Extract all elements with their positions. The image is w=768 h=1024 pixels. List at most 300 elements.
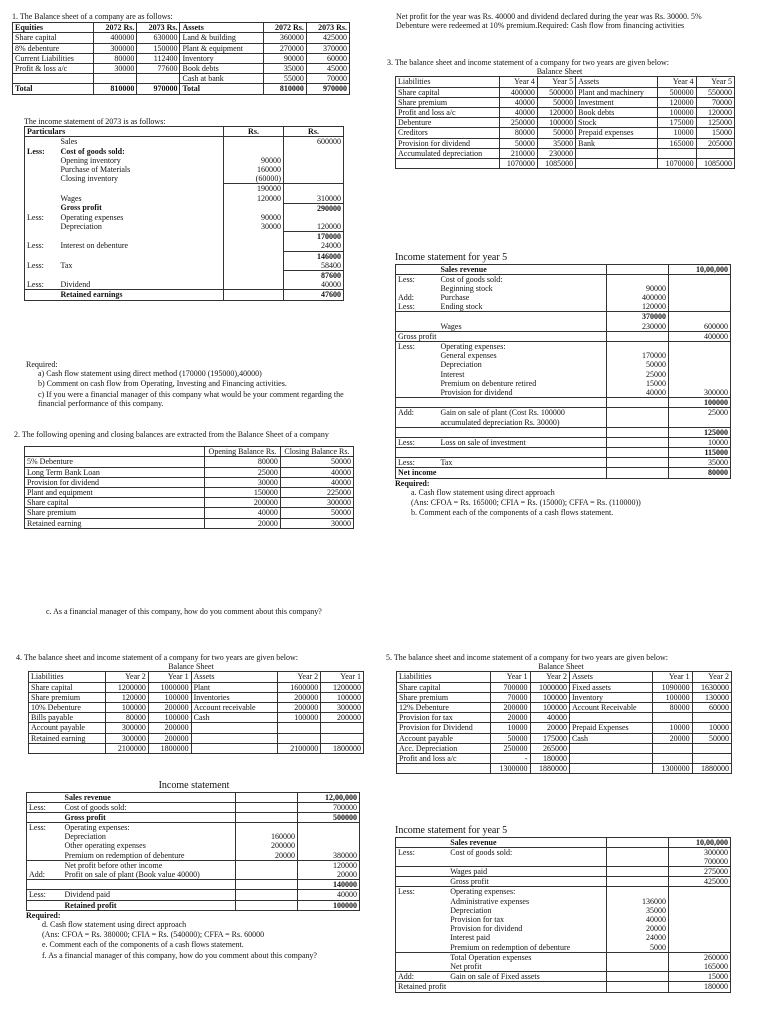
table-cell: 20000: [236, 851, 298, 861]
table-cell: [607, 877, 669, 887]
table-cell: 87600: [284, 271, 344, 281]
table-cell: Purchase: [440, 293, 470, 303]
column-header: [25, 447, 205, 457]
table-cell: 80000: [94, 53, 137, 63]
table-cell: [669, 302, 731, 312]
table-row: [27, 900, 360, 910]
table-row: [396, 915, 731, 924]
table-cell: Acc. Depreciation: [397, 743, 491, 753]
table-cell: 250000: [491, 743, 530, 753]
table-header-row: [25, 127, 344, 137]
table-cell: [284, 174, 344, 184]
table-cell: Gross profit: [63, 812, 236, 822]
table-cell: 146000: [284, 251, 344, 261]
table-cell: 400000: [499, 87, 537, 97]
table-cell: Gain on sale of Fixed assets: [448, 972, 606, 982]
table-cell: 1630000: [692, 682, 731, 692]
table-row: [396, 906, 731, 915]
table-cell: Provision for dividend: [25, 477, 205, 487]
table-cell: Loss on sale of investment: [438, 437, 606, 447]
table-cell: [224, 261, 284, 271]
q3-income-statement-block: [395, 252, 733, 518]
table-cell: [396, 877, 449, 887]
table-cell: Add:: [396, 972, 449, 982]
table-cell: [25, 271, 59, 281]
table-cell: [224, 241, 284, 251]
table-cell: Account payable: [29, 723, 106, 733]
table-cell: 10000: [491, 723, 530, 733]
table-cell: 24000: [607, 933, 669, 942]
table-cell: [396, 906, 449, 915]
table-cell: Book debts: [576, 107, 658, 117]
table-cell: [607, 427, 669, 437]
table-cell: Share premium: [396, 97, 500, 107]
table-cell: 50000: [607, 360, 669, 369]
table-cell: Less:: [27, 890, 63, 900]
table-row: [396, 360, 731, 369]
required-item: (Ans: CFOA = Rs. 380000; CFIA = Rs. (540000); CFFA = Rs. 60000: [42, 930, 265, 940]
table-cell: [607, 398, 669, 408]
table-cell: Operating expenses: [60, 212, 124, 222]
table-cell: Less:: [27, 802, 63, 812]
table-cell: 90000: [263, 53, 306, 63]
table-cell: 290000: [284, 203, 344, 213]
table-cell: [298, 832, 360, 841]
table-cell: Gross profit: [396, 331, 439, 341]
required-item: (Ans: CFOA = Rs. 165000; CFIA = Rs. (15000); CFFA = Rs. (110000)): [411, 498, 641, 507]
table-cell: 160000: [224, 165, 284, 174]
table-cell: 50000: [280, 457, 353, 467]
table-cell: [396, 924, 449, 933]
table-cell: Dividend paid: [63, 890, 236, 900]
table-cell: 40000: [280, 467, 353, 477]
table-cell: [448, 857, 606, 867]
table-header-row: [13, 23, 350, 33]
table-cell: [396, 284, 439, 293]
table-cell: 60000: [306, 53, 349, 63]
table-cell: [669, 274, 731, 284]
table-cell: (60000): [224, 174, 284, 184]
q4-balance-sheet: [28, 671, 364, 754]
table-cell: [29, 743, 106, 753]
table-cell: 1880000: [692, 764, 731, 774]
required-item: f. As a financial manager of this company, how do you comment about this company?: [42, 950, 317, 960]
q3-income-statement: [395, 264, 731, 479]
table-cell: Less:: [396, 437, 439, 447]
table-cell: [224, 251, 284, 261]
table-cell: Retained profit: [396, 982, 449, 992]
table-row: [396, 351, 731, 360]
table-cell: [59, 251, 224, 261]
table-cell: Operating expenses:: [448, 887, 606, 897]
table-row: [396, 943, 731, 953]
table-cell: [438, 331, 606, 341]
table-cell: [191, 733, 278, 743]
table-row: [396, 398, 731, 408]
table-cell: 150000: [205, 487, 281, 497]
table-cell: Add:: [29, 870, 45, 879]
table-cell: 15000: [669, 972, 731, 982]
table-cell: 1070000: [499, 158, 537, 168]
table-cell: 125000: [669, 427, 731, 437]
table-cell: 45000: [306, 63, 349, 73]
table-cell: [438, 312, 606, 322]
total-row: [13, 84, 350, 94]
q3-balance-sheet: [395, 76, 735, 169]
table-cell: [224, 271, 284, 281]
table-cell: Tax: [60, 260, 73, 270]
table-cell: 50000: [280, 508, 353, 518]
table-cell: Accumulated depreciation: [396, 148, 500, 158]
table-cell: 30000: [280, 518, 353, 528]
table-cell: 270000: [263, 43, 306, 53]
table-cell: 90000: [607, 284, 669, 293]
table-cell: Plant & equipment: [180, 43, 263, 53]
q1-balance-sheet: [12, 22, 350, 94]
table-cell: [669, 887, 731, 897]
table-row: [25, 508, 354, 518]
table-row: [25, 290, 344, 300]
table-cell: Provision for dividend: [440, 387, 513, 397]
column-header: Year 4: [658, 77, 696, 87]
table-row: [397, 733, 732, 743]
table-row: [396, 837, 731, 847]
table-cell: 20000: [607, 924, 669, 933]
table-cell: Less:: [396, 342, 439, 352]
table-cell: [27, 860, 63, 870]
table-cell: 300000: [321, 702, 364, 712]
table-cell: [298, 823, 360, 833]
table-cell: 12% Debenture: [397, 702, 491, 712]
table-cell: 50000: [537, 128, 575, 138]
table-cell: [13, 74, 94, 84]
table-cell: Bills payable: [29, 713, 106, 723]
table-cell: 600000: [284, 137, 344, 147]
q4-income-statement-block: [26, 780, 362, 961]
table-row: [396, 408, 731, 427]
table-cell: 1200000: [321, 682, 364, 692]
q5-is-title: Income statement for year 5: [395, 825, 508, 836]
question-5: [386, 653, 736, 774]
table-cell: 500000: [537, 87, 575, 97]
column-header: Opening Balance Rs.: [205, 447, 281, 457]
table-cell: 100000: [106, 702, 149, 712]
table-cell: 40000: [298, 890, 360, 900]
q3-title: 3. The balance sheet and income statement of a company for two years are given below:: [387, 58, 669, 67]
table-cell: [669, 351, 731, 360]
column-header: Closing Balance Rs.: [280, 447, 353, 457]
table-cell: 35000: [607, 906, 669, 915]
table-cell: 5000: [607, 943, 669, 953]
table-cell: [224, 203, 284, 213]
table-cell: 300000: [669, 388, 731, 398]
table-cell: [25, 222, 59, 232]
q3-subtitle: Balance Sheet: [536, 67, 583, 77]
table-cell: Less:: [27, 241, 44, 251]
table-cell: 100000: [321, 692, 364, 702]
table-cell: Less:: [27, 212, 44, 222]
table-cell: 630000: [137, 33, 180, 43]
table-row: [25, 241, 344, 251]
table-cell: Gain on sale of plant (Cost Rs. 100000 accumulated depreciation Rs. 30000): [438, 408, 606, 427]
table-cell: 120000: [224, 194, 284, 204]
table-row: [29, 702, 364, 712]
table-cell: [224, 232, 284, 242]
table-row: [25, 232, 344, 242]
table-cell: 1070000: [658, 158, 696, 168]
table-cell: [59, 232, 224, 242]
table-cell: [669, 370, 731, 379]
table-cell: [669, 915, 731, 924]
table-cell: 165000: [658, 138, 696, 148]
column-header: Assets: [191, 672, 278, 682]
table-row: [396, 933, 731, 942]
table-cell: [25, 174, 59, 184]
table-cell: 120000: [658, 97, 696, 107]
table-row: [13, 63, 350, 73]
table-row: [396, 107, 735, 117]
table-cell: Profit and loss a/c: [397, 753, 491, 763]
total-cell: Total: [13, 84, 94, 94]
table-cell: Less:: [398, 302, 415, 312]
table-cell: 210000: [499, 148, 537, 158]
q1-title: 1. The Balance sheet of a company are as follows:: [12, 12, 173, 21]
table-cell: 205000: [696, 138, 734, 148]
table-cell: 700000: [491, 682, 530, 692]
table-cell: 24000: [284, 241, 344, 251]
table-row: [396, 982, 731, 992]
table-header-row: [396, 77, 735, 87]
table-row: [397, 723, 732, 733]
table-cell: [669, 360, 731, 369]
table-cell: Closing inventory: [60, 174, 119, 184]
table-cell: 200000: [148, 733, 191, 743]
table-cell: [284, 165, 344, 174]
table-cell: 40000: [607, 915, 669, 924]
table-cell: 10000: [692, 723, 731, 733]
table-cell: 55000: [263, 74, 306, 84]
table-cell: Wages: [60, 193, 82, 203]
q2-c: c. As a financial manager of this company, how do you comment about this company?: [46, 607, 322, 616]
table-cell: [25, 232, 59, 242]
table-cell: [669, 897, 731, 906]
q2b-intro: Net profit for the year was Rs. 40000 and dividend declared during the year was Rs. 30000. 5% Debenture were redeemed at 10% premium.Required: Cash flow from financing activities: [396, 12, 702, 31]
table-row: [25, 251, 344, 261]
table-cell: Current Liabilities: [13, 53, 94, 63]
table-cell: 20000: [298, 870, 360, 880]
table-row: [25, 477, 354, 487]
table-cell: Cash: [569, 733, 652, 743]
table-row: [396, 877, 731, 887]
table-cell: [191, 743, 278, 753]
q1-required-label: Required:: [26, 360, 58, 369]
table-cell: 40000: [280, 477, 353, 487]
table-row: [396, 388, 731, 398]
table-cell: 77600: [137, 63, 180, 73]
table-cell: [224, 137, 284, 147]
table-cell: 120000: [106, 692, 149, 702]
table-header-row: [29, 672, 364, 682]
table-cell: [396, 379, 439, 388]
table-cell: [236, 802, 298, 812]
table-cell: [191, 723, 278, 733]
table-cell: 70000: [491, 692, 530, 702]
table-cell: [25, 137, 59, 147]
required-item: c) If you were a financial manager of this company what would be your comment regarding the financial performance of this company.: [38, 389, 344, 408]
table-cell: Cost of goods sold:: [448, 847, 606, 857]
table-cell: 80000: [669, 468, 731, 478]
table-cell: [396, 837, 449, 847]
table-cell: Premium on redemption of debenture: [450, 942, 571, 952]
table-row: [396, 897, 731, 906]
table-cell: Opening inventory: [60, 155, 121, 165]
table-cell: 100000: [537, 118, 575, 128]
table-row: [396, 284, 731, 293]
table-cell: [669, 933, 731, 942]
table-cell: Plant and machinery: [576, 87, 658, 97]
q3-required-label: Required:: [395, 478, 430, 488]
table-cell: [607, 857, 669, 867]
question-4: [16, 653, 366, 754]
table-cell: 50000: [537, 97, 575, 107]
q5-subtitle: Balance Sheet: [538, 662, 584, 672]
column-header: Year 2: [530, 672, 569, 682]
table-cell: 70000: [696, 97, 734, 107]
table-cell: 50000: [491, 733, 530, 743]
table-cell: 60000: [692, 702, 731, 712]
q1-income-statement-block: [24, 117, 344, 301]
q1-required: [26, 360, 346, 409]
table-cell: 100000: [148, 713, 191, 723]
table-cell: [27, 900, 63, 910]
table-cell: 30000: [205, 477, 281, 487]
table-cell: [607, 274, 669, 284]
column-header: Year 2: [692, 672, 731, 682]
table-cell: [607, 468, 669, 478]
table-cell: [438, 427, 606, 437]
q5-title: 5. The balance sheet and income statement of a company for two years are given below:: [386, 653, 668, 662]
table-cell: 20000: [491, 713, 530, 723]
table-cell: Retained earning: [29, 733, 106, 743]
required-item: e. Comment each of the components of a cash flows statement.: [42, 940, 244, 950]
table-row: [396, 87, 735, 97]
table-cell: [321, 723, 364, 733]
table-row: [25, 518, 354, 528]
table-cell: 300000: [106, 723, 149, 733]
table-cell: Ending stock: [440, 302, 483, 312]
table-row: [25, 261, 344, 271]
table-cell: [653, 713, 692, 723]
table-cell: [396, 322, 439, 332]
table-cell: 80000: [205, 457, 281, 467]
total-cell: 970000: [306, 84, 349, 94]
table-cell: Net profit before other income: [63, 860, 236, 870]
table-cell: 310000: [284, 194, 344, 204]
table-cell: 1085000: [696, 158, 734, 168]
table-cell: 180000: [669, 982, 731, 992]
table-cell: 200000: [236, 841, 298, 850]
table-cell: [607, 448, 669, 458]
table-row: [396, 427, 731, 437]
table-cell: 160000: [236, 832, 298, 841]
table-cell: [396, 370, 439, 379]
table-cell: 100000: [658, 107, 696, 117]
table-cell: 120000: [284, 222, 344, 232]
table-cell: [607, 972, 669, 982]
table-cell: [278, 723, 321, 733]
table-cell: [396, 952, 449, 962]
table-cell: 100000: [530, 692, 569, 702]
table-cell: [284, 156, 344, 165]
table-cell: 70000: [306, 74, 349, 84]
table-row: [27, 832, 360, 841]
table-cell: 115000: [669, 448, 731, 458]
column-header: Particulars: [25, 127, 224, 137]
table-cell: Share capital: [397, 682, 491, 692]
table-cell: Share capital: [29, 682, 106, 692]
table-cell: [284, 213, 344, 222]
table-cell: 15000: [607, 379, 669, 388]
question-1: [12, 12, 352, 95]
table-cell: 700000: [298, 802, 360, 812]
table-row: [396, 128, 735, 138]
table-cell: Inventory: [180, 53, 263, 63]
table-row: [396, 972, 731, 982]
table-row: [25, 174, 344, 184]
table-row: [25, 457, 354, 467]
table-row: [27, 870, 360, 880]
table-cell: 35000: [537, 138, 575, 148]
table-cell: [236, 823, 298, 833]
table-cell: Wages: [440, 321, 462, 331]
table-cell: [27, 880, 63, 890]
q3-is-title: Income statement for year 5: [395, 252, 508, 263]
table-cell: 170000: [284, 232, 344, 242]
table-cell: 370000: [607, 312, 669, 322]
table-cell: [63, 880, 236, 890]
table-cell: [607, 887, 669, 897]
table-row: [25, 203, 344, 213]
column-header: Year 2: [278, 672, 321, 682]
column-header: Year 1: [653, 672, 692, 682]
table-row: [27, 860, 360, 870]
table-row: [25, 137, 344, 147]
table-cell: [236, 890, 298, 900]
table-cell: 35000: [263, 63, 306, 73]
table-cell: Account payable: [397, 733, 491, 743]
table-cell: 425000: [669, 877, 731, 887]
table-cell: Other operating expenses: [64, 841, 146, 851]
table-cell: [94, 74, 137, 84]
table-cell: 120000: [696, 107, 734, 117]
table-cell: [25, 251, 59, 261]
table-row: [396, 293, 731, 302]
total-cell: 810000: [94, 84, 137, 94]
table-cell: 8% debenture: [13, 43, 94, 53]
table-row: [397, 692, 732, 702]
table-cell: Cost of goods sold:: [60, 146, 125, 156]
table-cell: Account receivable: [191, 702, 278, 712]
q5-income-statement: [395, 837, 731, 993]
table-cell: Sales revenue: [440, 264, 487, 274]
table-row: [27, 841, 360, 850]
table-cell: 80000: [499, 128, 537, 138]
table-cell: Profit and loss a/c: [396, 107, 500, 117]
column-header: Assets: [576, 77, 658, 87]
table-cell: 30000: [94, 63, 137, 73]
table-cell: [607, 847, 669, 857]
table-cell: Total Operation expenses: [448, 952, 606, 962]
